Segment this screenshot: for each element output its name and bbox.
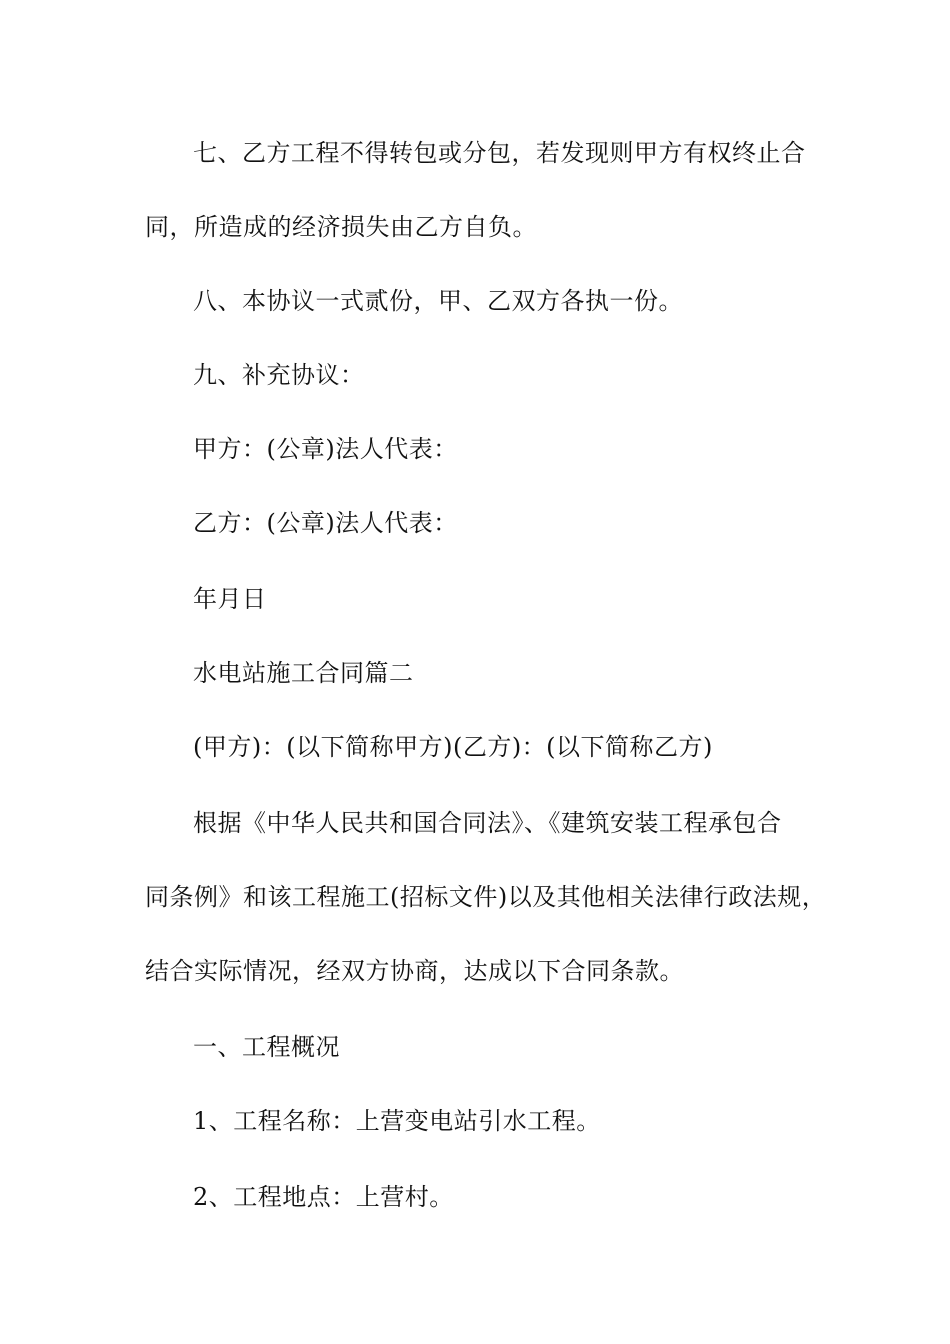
preamble-line-3: 结合实际情况，经双方协商，达成以下合同条款。 [145, 957, 684, 985]
clause-9: 九、补充协议： [193, 361, 365, 389]
clause-8: 八、本协议一式贰份，甲、乙双方各执一份。 [193, 287, 683, 315]
date-line: 年月日 [193, 585, 267, 613]
party-b-signature: 乙方：(公章)法人代表： [193, 509, 458, 537]
parties-line: (甲方)：(以下简称甲方)(乙方)：(以下简称乙方) [193, 733, 713, 761]
project-name: 1、工程名称：上营变电站引水工程。 [193, 1107, 601, 1135]
preamble-line-1: 根据《中华人民共和国合同法》、《建筑安装工程承包合 [193, 809, 782, 837]
section-title: 水电站施工合同篇二 [193, 659, 414, 687]
clause-7-line-2: 同，所造成的经济损失由乙方自负。 [145, 213, 537, 241]
party-a-signature: 甲方：(公章)法人代表： [193, 435, 458, 463]
heading-project-overview: 一、工程概况 [193, 1033, 340, 1061]
clause-7-line-1: 七、乙方工程不得转包或分包，若发现则甲方有权终止合 [193, 139, 806, 167]
project-location: 2、工程地点：上营村。 [193, 1183, 454, 1211]
preamble-line-2: 同条例》和该工程施工(招标文件)以及其他相关法律行政法规， [145, 883, 827, 911]
